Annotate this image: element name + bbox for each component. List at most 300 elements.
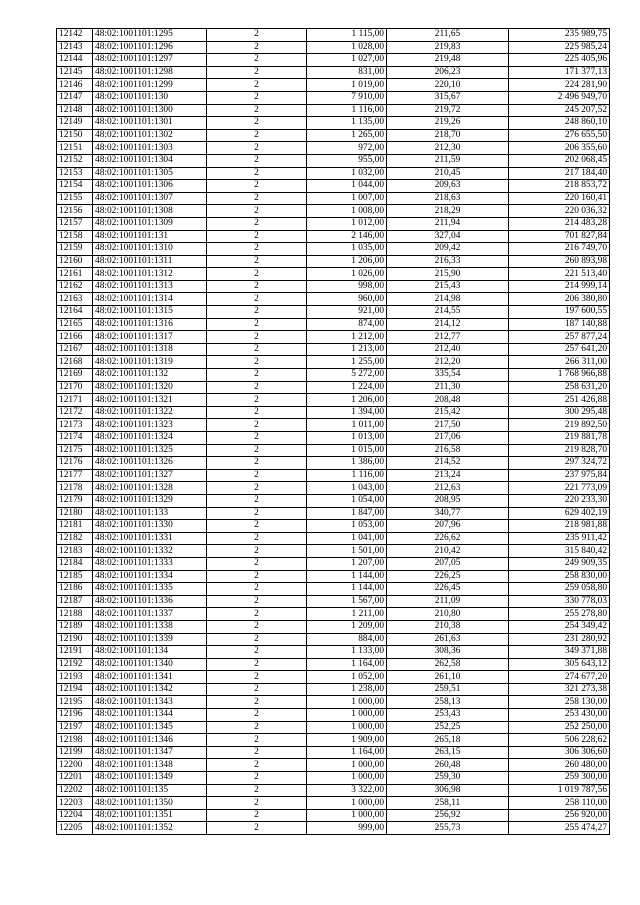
row-number: 12154 xyxy=(57,180,93,193)
area-value: 1 116,00 xyxy=(307,469,387,482)
category-code: 2 xyxy=(207,482,307,495)
unit-price-value: 306,98 xyxy=(387,784,509,797)
area-value: 1 255,00 xyxy=(307,356,387,369)
area-value: 1 164,00 xyxy=(307,746,387,759)
category-code: 2 xyxy=(207,520,307,533)
cadastral-cost-value: 202 068,45 xyxy=(509,154,610,167)
category-code: 2 xyxy=(207,142,307,155)
area-value: 1 012,00 xyxy=(307,217,387,230)
cadastral-cost-value: 220 160,41 xyxy=(509,192,610,205)
table-row xyxy=(57,142,610,155)
area-value: 1 000,00 xyxy=(307,772,387,785)
table-row xyxy=(57,406,610,419)
row-number: 12197 xyxy=(57,721,93,734)
row-number: 12181 xyxy=(57,520,93,533)
row-number: 12187 xyxy=(57,595,93,608)
cadastral-cost-value: 235 989,75 xyxy=(509,29,610,42)
cadastral-number: 48:02:1001101:1337 xyxy=(93,608,207,621)
cadastral-number: 48:02:1001101:130 xyxy=(93,91,207,104)
row-number: 12151 xyxy=(57,142,93,155)
row-number: 12177 xyxy=(57,469,93,482)
cadastral-number: 48:02:1001101:1347 xyxy=(93,746,207,759)
area-value: 1 013,00 xyxy=(307,432,387,445)
row-number: 12153 xyxy=(57,167,93,180)
area-value: 1 028,00 xyxy=(307,41,387,54)
category-code: 2 xyxy=(207,255,307,268)
category-code: 2 xyxy=(207,809,307,822)
unit-price-value: 262,58 xyxy=(387,658,509,671)
table-row xyxy=(57,721,610,734)
cadastral-number: 48:02:1001101:1343 xyxy=(93,696,207,709)
cadastral-cost-value: 220 036,32 xyxy=(509,205,610,218)
cadastral-number: 48:02:1001101:1327 xyxy=(93,469,207,482)
table-row xyxy=(57,545,610,558)
table-row xyxy=(57,255,610,268)
row-number: 12189 xyxy=(57,620,93,633)
unit-price-value: 210,42 xyxy=(387,545,509,558)
area-value: 1 035,00 xyxy=(307,243,387,256)
table-row xyxy=(57,646,610,659)
table-row xyxy=(57,293,610,306)
cadastral-cost-value: 216 749,70 xyxy=(509,243,610,256)
cadastral-number: 48:02:1001101:1316 xyxy=(93,318,207,331)
category-code: 2 xyxy=(207,129,307,142)
cadastral-cost-value: 1 019 787,56 xyxy=(509,784,610,797)
row-number: 12203 xyxy=(57,797,93,810)
category-code: 2 xyxy=(207,66,307,79)
row-number: 12169 xyxy=(57,369,93,382)
area-value: 1 116,00 xyxy=(307,104,387,117)
table-row xyxy=(57,444,610,457)
unit-price-value: 327,04 xyxy=(387,230,509,243)
row-number: 12190 xyxy=(57,633,93,646)
unit-price-value: 208,48 xyxy=(387,394,509,407)
cadastral-number: 48:02:1001101:1299 xyxy=(93,79,207,92)
cadastral-cost-value: 225 405,96 xyxy=(509,54,610,67)
area-value: 1 265,00 xyxy=(307,129,387,142)
unit-price-value: 211,30 xyxy=(387,381,509,394)
cadastral-cost-value: 221 513,40 xyxy=(509,268,610,281)
unit-price-value: 212,63 xyxy=(387,482,509,495)
category-code: 2 xyxy=(207,192,307,205)
unit-price-value: 252,25 xyxy=(387,721,509,734)
unit-price-value: 209,42 xyxy=(387,243,509,256)
row-number: 12171 xyxy=(57,394,93,407)
cadastral-cost-value: 224 281,90 xyxy=(509,79,610,92)
unit-price-value: 263,15 xyxy=(387,746,509,759)
row-number: 12188 xyxy=(57,608,93,621)
table-row xyxy=(57,658,610,671)
area-value: 1 211,00 xyxy=(307,608,387,621)
category-code: 2 xyxy=(207,797,307,810)
unit-price-value: 214,98 xyxy=(387,293,509,306)
unit-price-value: 212,40 xyxy=(387,343,509,356)
table-row xyxy=(57,633,610,646)
row-number: 12205 xyxy=(57,822,93,835)
cadastral-number: 48:02:1001101:1324 xyxy=(93,432,207,445)
table-row xyxy=(57,79,610,92)
area-value: 1 000,00 xyxy=(307,709,387,722)
area-value: 1 224,00 xyxy=(307,381,387,394)
category-code: 2 xyxy=(207,570,307,583)
cadastral-cost-value: 276 655,50 xyxy=(509,129,610,142)
table-row xyxy=(57,570,610,583)
area-value: 884,00 xyxy=(307,633,387,646)
area-value: 1 847,00 xyxy=(307,507,387,520)
table-row xyxy=(57,205,610,218)
category-code: 2 xyxy=(207,167,307,180)
table-row xyxy=(57,482,610,495)
category-code: 2 xyxy=(207,721,307,734)
cadastral-number: 48:02:1001101:1315 xyxy=(93,306,207,319)
table-row xyxy=(57,734,610,747)
row-number: 12149 xyxy=(57,117,93,130)
cadastral-cost-value: 297 324,72 xyxy=(509,457,610,470)
cadastral-number: 48:02:1001101:1297 xyxy=(93,54,207,67)
unit-price-value: 216,58 xyxy=(387,444,509,457)
cadastral-number: 48:02:1001101:1336 xyxy=(93,595,207,608)
category-code: 2 xyxy=(207,457,307,470)
table-row xyxy=(57,331,610,344)
table-row xyxy=(57,532,610,545)
cadastral-number: 48:02:1001101:1351 xyxy=(93,809,207,822)
cadastral-number: 48:02:1001101:1345 xyxy=(93,721,207,734)
area-value: 1 135,00 xyxy=(307,117,387,130)
cadastral-number: 48:02:1001101:1326 xyxy=(93,457,207,470)
table-row xyxy=(57,217,610,230)
area-value: 1 567,00 xyxy=(307,595,387,608)
cadastral-number: 48:02:1001101:1305 xyxy=(93,167,207,180)
table-row xyxy=(57,583,610,596)
category-code: 2 xyxy=(207,658,307,671)
table-row xyxy=(57,243,610,256)
cadastral-number: 48:02:1001101:1311 xyxy=(93,255,207,268)
table-row xyxy=(57,759,610,772)
table-row xyxy=(57,394,610,407)
row-number: 12192 xyxy=(57,658,93,671)
cadastral-cost-value: 258 631,20 xyxy=(509,381,610,394)
unit-price-value: 259,30 xyxy=(387,772,509,785)
cadastral-cost-value: 171 377,13 xyxy=(509,66,610,79)
row-number: 12142 xyxy=(57,29,93,42)
cadastral-cost-value: 221 773,09 xyxy=(509,482,610,495)
area-value: 831,00 xyxy=(307,66,387,79)
row-number: 12174 xyxy=(57,432,93,445)
cadastral-number: 48:02:1001101:131 xyxy=(93,230,207,243)
category-code: 2 xyxy=(207,406,307,419)
row-number: 12170 xyxy=(57,381,93,394)
row-number: 12198 xyxy=(57,734,93,747)
cadastral-cost-value: 255 474,27 xyxy=(509,822,610,835)
cadastral-number: 48:02:1001101:1348 xyxy=(93,759,207,772)
cadastral-number: 48:02:1001101:1325 xyxy=(93,444,207,457)
unit-price-value: 219,83 xyxy=(387,41,509,54)
cadastral-cost-value: 219 881,78 xyxy=(509,432,610,445)
table-body xyxy=(57,29,610,835)
area-value: 1 164,00 xyxy=(307,658,387,671)
unit-price-value: 219,26 xyxy=(387,117,509,130)
cadastral-number: 48:02:1001101:1317 xyxy=(93,331,207,344)
area-value: 5 272,00 xyxy=(307,369,387,382)
unit-price-value: 211,65 xyxy=(387,29,509,42)
area-value: 1 011,00 xyxy=(307,419,387,432)
cadastral-number: 48:02:1001101:1328 xyxy=(93,482,207,495)
category-code: 2 xyxy=(207,91,307,104)
cadastral-cost-value: 315 840,42 xyxy=(509,545,610,558)
unit-price-value: 261,63 xyxy=(387,633,509,646)
row-number: 12147 xyxy=(57,91,93,104)
table-row xyxy=(57,494,610,507)
unit-price-value: 218,70 xyxy=(387,129,509,142)
category-code: 2 xyxy=(207,230,307,243)
row-number: 12164 xyxy=(57,306,93,319)
category-code: 2 xyxy=(207,343,307,356)
row-number: 12167 xyxy=(57,343,93,356)
unit-price-value: 259,51 xyxy=(387,683,509,696)
area-value: 1 015,00 xyxy=(307,444,387,457)
row-number: 12165 xyxy=(57,318,93,331)
category-code: 2 xyxy=(207,432,307,445)
cadastral-cost-value: 701 827,84 xyxy=(509,230,610,243)
unit-price-value: 265,18 xyxy=(387,734,509,747)
cadastral-cost-value: 349 371,88 xyxy=(509,646,610,659)
unit-price-value: 212,20 xyxy=(387,356,509,369)
table-row xyxy=(57,620,610,633)
row-number: 12172 xyxy=(57,406,93,419)
area-value: 1 053,00 xyxy=(307,520,387,533)
category-code: 2 xyxy=(207,180,307,193)
unit-price-value: 210,38 xyxy=(387,620,509,633)
category-code: 2 xyxy=(207,29,307,42)
area-value: 1 394,00 xyxy=(307,406,387,419)
category-code: 2 xyxy=(207,494,307,507)
table-row xyxy=(57,66,610,79)
category-code: 2 xyxy=(207,318,307,331)
cadastral-cost-value: 218 853,72 xyxy=(509,180,610,193)
cadastral-cost-value: 305 643,12 xyxy=(509,658,610,671)
category-code: 2 xyxy=(207,772,307,785)
cadastral-number: 48:02:1001101:1330 xyxy=(93,520,207,533)
table-row xyxy=(57,595,610,608)
area-value: 1 213,00 xyxy=(307,343,387,356)
category-code: 2 xyxy=(207,545,307,558)
table-row xyxy=(57,154,610,167)
cadastral-cost-value: 260 893,98 xyxy=(509,255,610,268)
category-code: 2 xyxy=(207,608,307,621)
table-row xyxy=(57,809,610,822)
category-code: 2 xyxy=(207,54,307,67)
cadastral-cost-value: 259 300,00 xyxy=(509,772,610,785)
category-code: 2 xyxy=(207,507,307,520)
table-row xyxy=(57,29,610,42)
table-row xyxy=(57,356,610,369)
row-number: 12194 xyxy=(57,683,93,696)
cadastral-cost-value: 220 233,30 xyxy=(509,494,610,507)
category-code: 2 xyxy=(207,268,307,281)
cadastral-value-table xyxy=(56,28,610,835)
table-row xyxy=(57,608,610,621)
unit-price-value: 214,52 xyxy=(387,457,509,470)
cadastral-number: 48:02:1001101:133 xyxy=(93,507,207,520)
table-row xyxy=(57,709,610,722)
cadastral-number: 48:02:1001101:1332 xyxy=(93,545,207,558)
unit-price-value: 210,45 xyxy=(387,167,509,180)
area-value: 972,00 xyxy=(307,142,387,155)
cadastral-cost-value: 258 110,00 xyxy=(509,797,610,810)
cadastral-number: 48:02:1001101:1303 xyxy=(93,142,207,155)
unit-price-value: 261,10 xyxy=(387,671,509,684)
unit-price-value: 214,12 xyxy=(387,318,509,331)
table-row xyxy=(57,41,610,54)
area-value: 1 144,00 xyxy=(307,570,387,583)
table-row xyxy=(57,369,610,382)
cadastral-cost-value: 251 426,88 xyxy=(509,394,610,407)
area-value: 2 146,00 xyxy=(307,230,387,243)
cadastral-cost-value: 506 228,62 xyxy=(509,734,610,747)
unit-price-value: 335,54 xyxy=(387,369,509,382)
table-row xyxy=(57,683,610,696)
area-value: 1 026,00 xyxy=(307,268,387,281)
cadastral-number: 48:02:1001101:1314 xyxy=(93,293,207,306)
row-number: 12163 xyxy=(57,293,93,306)
cadastral-cost-value: 245 207,52 xyxy=(509,104,610,117)
cadastral-number: 48:02:1001101:1346 xyxy=(93,734,207,747)
unit-price-value: 207,96 xyxy=(387,520,509,533)
row-number: 12176 xyxy=(57,457,93,470)
cadastral-number: 48:02:1001101:1340 xyxy=(93,658,207,671)
category-code: 2 xyxy=(207,41,307,54)
cadastral-number: 48:02:1001101:1342 xyxy=(93,683,207,696)
row-number: 12180 xyxy=(57,507,93,520)
category-code: 2 xyxy=(207,381,307,394)
unit-price-value: 217,50 xyxy=(387,419,509,432)
cadastral-cost-value: 254 349,42 xyxy=(509,620,610,633)
table-row xyxy=(57,520,610,533)
unit-price-value: 213,24 xyxy=(387,469,509,482)
cadastral-cost-value: 257 877,24 xyxy=(509,331,610,344)
category-code: 2 xyxy=(207,293,307,306)
cadastral-cost-value: 248 860,10 xyxy=(509,117,610,130)
area-value: 1 209,00 xyxy=(307,620,387,633)
unit-price-value: 210,80 xyxy=(387,608,509,621)
category-code: 2 xyxy=(207,356,307,369)
category-code: 2 xyxy=(207,759,307,772)
area-value: 1 008,00 xyxy=(307,205,387,218)
cadastral-number: 48:02:1001101:1296 xyxy=(93,41,207,54)
category-code: 2 xyxy=(207,154,307,167)
category-code: 2 xyxy=(207,205,307,218)
table-row xyxy=(57,117,610,130)
cadastral-number: 48:02:1001101:1298 xyxy=(93,66,207,79)
area-value: 1 041,00 xyxy=(307,532,387,545)
area-value: 1 909,00 xyxy=(307,734,387,747)
cadastral-number: 48:02:1001101:1318 xyxy=(93,343,207,356)
table-row xyxy=(57,432,610,445)
category-code: 2 xyxy=(207,104,307,117)
area-value: 1 144,00 xyxy=(307,583,387,596)
area-value: 1 054,00 xyxy=(307,494,387,507)
category-code: 2 xyxy=(207,532,307,545)
area-value: 921,00 xyxy=(307,306,387,319)
cadastral-cost-value: 260 480,00 xyxy=(509,759,610,772)
row-number: 12195 xyxy=(57,696,93,709)
row-number: 12168 xyxy=(57,356,93,369)
unit-price-value: 211,59 xyxy=(387,154,509,167)
unit-price-value: 218,29 xyxy=(387,205,509,218)
cadastral-cost-value: 259 058,80 xyxy=(509,583,610,596)
unit-price-value: 226,25 xyxy=(387,570,509,583)
row-number: 12196 xyxy=(57,709,93,722)
cadastral-cost-value: 225 985,24 xyxy=(509,41,610,54)
table-row xyxy=(57,746,610,759)
category-code: 2 xyxy=(207,217,307,230)
cadastral-number: 48:02:1001101:1295 xyxy=(93,29,207,42)
table-row xyxy=(57,129,610,142)
row-number: 12158 xyxy=(57,230,93,243)
unit-price-value: 207,05 xyxy=(387,557,509,570)
cadastral-number: 48:02:1001101:1333 xyxy=(93,557,207,570)
category-code: 2 xyxy=(207,696,307,709)
cadastral-cost-value: 206 380,80 xyxy=(509,293,610,306)
row-number: 12183 xyxy=(57,545,93,558)
unit-price-value: 217,06 xyxy=(387,432,509,445)
table-row xyxy=(57,696,610,709)
row-number: 12166 xyxy=(57,331,93,344)
cadastral-number: 48:02:1001101:1341 xyxy=(93,671,207,684)
cadastral-cost-value: 629 402,19 xyxy=(509,507,610,520)
table-row xyxy=(57,772,610,785)
area-value: 1 115,00 xyxy=(307,29,387,42)
cadastral-number: 48:02:1001101:1322 xyxy=(93,406,207,419)
cadastral-cost-value: 258 830,00 xyxy=(509,570,610,583)
unit-price-value: 219,72 xyxy=(387,104,509,117)
table-row xyxy=(57,230,610,243)
category-code: 2 xyxy=(207,822,307,835)
table-row xyxy=(57,180,610,193)
row-number: 12199 xyxy=(57,746,93,759)
cadastral-number: 48:02:1001101:1321 xyxy=(93,394,207,407)
cadastral-number: 48:02:1001101:1307 xyxy=(93,192,207,205)
cadastral-cost-value: 2 496 949,70 xyxy=(509,91,610,104)
area-value: 955,00 xyxy=(307,154,387,167)
table-row xyxy=(57,469,610,482)
unit-price-value: 219,48 xyxy=(387,54,509,67)
cadastral-number: 48:02:1001101:1338 xyxy=(93,620,207,633)
category-code: 2 xyxy=(207,469,307,482)
row-number: 12148 xyxy=(57,104,93,117)
row-number: 12178 xyxy=(57,482,93,495)
category-code: 2 xyxy=(207,331,307,344)
cadastral-cost-value: 197 600,55 xyxy=(509,306,610,319)
table-row xyxy=(57,507,610,520)
row-number: 12162 xyxy=(57,280,93,293)
cadastral-cost-value: 1 768 966,88 xyxy=(509,369,610,382)
row-number: 12173 xyxy=(57,419,93,432)
table-row xyxy=(57,280,610,293)
category-code: 2 xyxy=(207,595,307,608)
unit-price-value: 260,48 xyxy=(387,759,509,772)
category-code: 2 xyxy=(207,444,307,457)
cadastral-number: 48:02:1001101:132 xyxy=(93,369,207,382)
category-code: 2 xyxy=(207,243,307,256)
cadastral-number: 48:02:1001101:1334 xyxy=(93,570,207,583)
row-number: 12175 xyxy=(57,444,93,457)
cadastral-number: 48:02:1001101:1329 xyxy=(93,494,207,507)
cadastral-cost-value: 321 273,38 xyxy=(509,683,610,696)
unit-price-value: 218,63 xyxy=(387,192,509,205)
unit-price-value: 226,45 xyxy=(387,583,509,596)
area-value: 1 501,00 xyxy=(307,545,387,558)
